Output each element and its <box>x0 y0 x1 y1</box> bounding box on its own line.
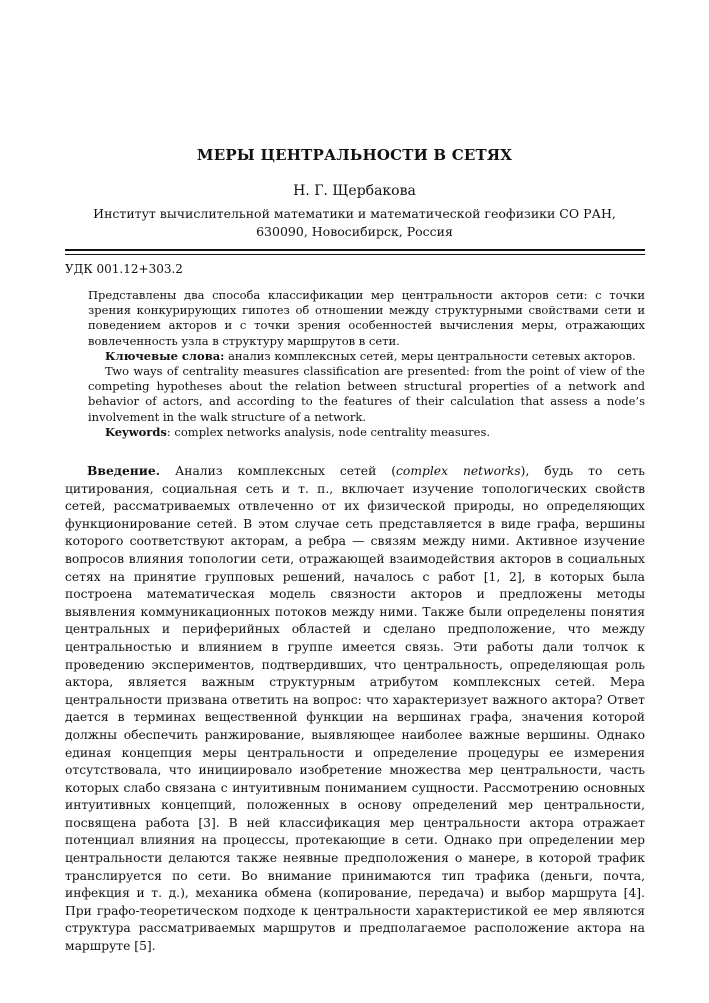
abstract-en: Two ways of centrality measures classification are presented: from the point of view of the competing hypotheses about the relation between structural properties of a network and behavior of actors, and according to the features of their calculation that assess a node’s involvement in the walk structure of a network. <box>88 364 645 424</box>
keywords-ru-label: Ключевые слова: <box>105 348 225 363</box>
intro-text-a: Анализ комплексных сетей ( <box>174 464 397 478</box>
abstract <box>88 288 645 440</box>
keywords-en <box>88 425 645 440</box>
paper-title: МЕРЫ ЦЕНТРАЛЬНОСТИ В СЕТЯХ <box>196 146 513 164</box>
affiliation <box>60 205 649 241</box>
keywords-en-label: Keywords <box>105 424 167 439</box>
header-rule-thin <box>65 254 645 255</box>
keywords-ru-list: анализ комплексных сетей, меры центральности сетевых акторов. <box>228 348 636 363</box>
intro-text-italic: complex networks <box>396 464 521 478</box>
affiliation-line-2: 630090, Новосибирск, Россия <box>256 224 453 239</box>
introduction-paragraph <box>65 462 645 956</box>
header-rule-thick <box>65 249 645 251</box>
udc-code: УДК 001.12+303.2 <box>65 262 183 276</box>
introduction-heading: Введение. <box>87 463 161 478</box>
affiliation-line-1: Институт вычислительной математики и математической геофизики СО РАН, <box>93 206 616 221</box>
abstract-ru: Представлены два способа классификации мер центральности акторов сети: с точки зрения конкурирующих гипотез об отношении между структурными свойствами сети и поведением акторов и с точки зрения особенностей вычисления меры, отражающих вовлеченность узла в структуру маршрутов в сети. <box>88 288 645 348</box>
keywords-en-list: : complex networks analysis, node centrality measures. <box>166 424 491 439</box>
keywords-ru <box>88 349 645 364</box>
author-name: Н. Г. Щербакова <box>293 183 416 199</box>
introduction-section <box>65 462 645 956</box>
intro-text-b: ), будь то сеть цитирования, социальная сеть и т. п., включает изучение топологических свойств сетей, рассматриваемых отвлеченно от их физической природы, но определяющих функционирование сетей. В этом случае сеть представляется в виде графа, вершины которого соответствуют акторам, а ребра — связям между ними. Активное изучение вопросов влияния топологии сети, отражающей взаимодействия акторов в социальных сетях на принятие групповых решений, началось с работ [1, 2], в которых была построена математическая модель связности акторов и предложены методы выявления коммуникационных потоков между ними. Также были определены понятия центральных и периферийных областей и сделано предположение, что между центральностью и влиянием в группе имеется связь. Эти работы дали толчок к проведению экспериментов, подтвердивших, что центральность, определяющая роль актора, является важным структурным атрибутом комплексных сетей. Мера центральности призвана ответить на вопрос: что характеризует важного актора? Ответ дается в терминах вещественной функции на вершинах графа, значения которой должны обеспечить ранжирование, выявляющее наиболее важные вершины. Однако единая концепция меры центральности и определение процедуры ее измерения отсутствовала, что инициировало изобретение множества мер центральности, часть которых слабо связана с интуитивным пониманием сущности. Рассмотрению основных интуитивных концепций, положенных в основу определений мер центральности, посвящена работа [3]. В ней классификация мер центральности актора отражает потенциал влияния на процессы, протекающие в сети. Однако при определении мер центральности делаются также неявные предположения о манере, в которой трафик транслируется по сети. Во внимание принимаются тип трафика (деньги, почта, инфекция и т. д.), механика обмена (копирование, передача) и выбор маршрута [4]. При графо-теоретическом подходе к центральности характеристикой ее мер являются структура рассматриваемых маршрутов и предполагаемое расположение актора на маршруте [5]. <box>65 464 645 954</box>
